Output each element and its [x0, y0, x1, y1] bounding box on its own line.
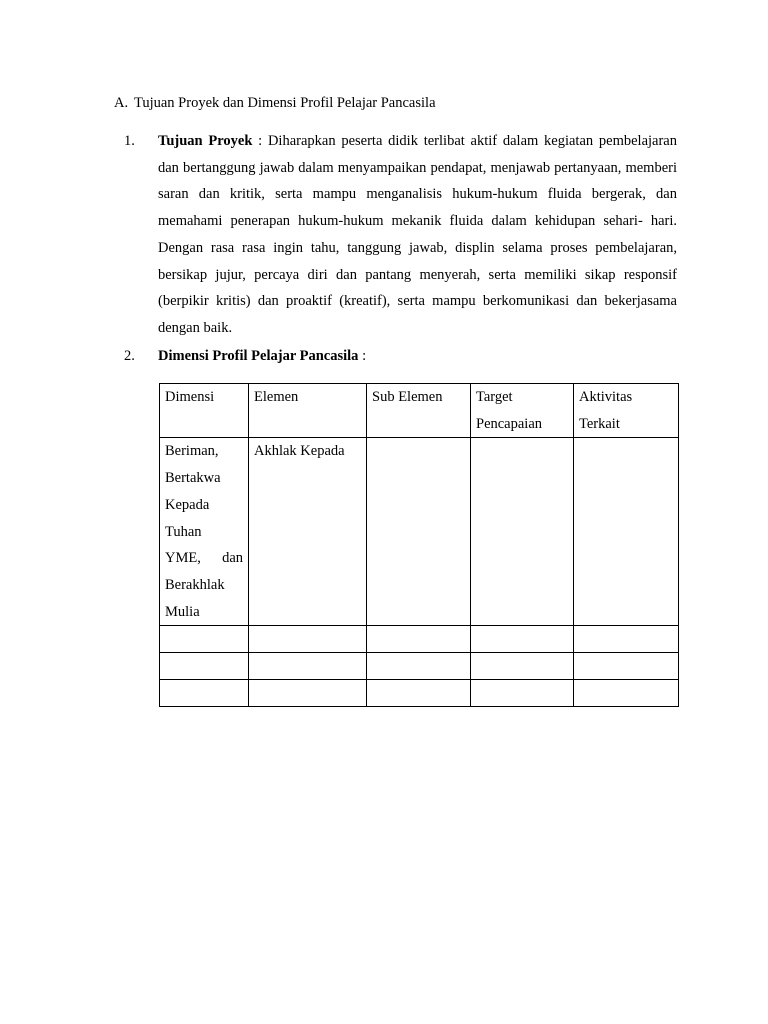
- dimensi-line: Tuhan: [165, 523, 202, 540]
- empty-cell: [367, 653, 471, 680]
- list-item-body: [158, 343, 677, 369]
- item-label: Tujuan Proyek: [158, 133, 253, 149]
- empty-cell: [249, 626, 367, 653]
- cell-target: [471, 438, 574, 626]
- header-aktivitas-terkait: [574, 384, 679, 438]
- empty-cell: [160, 680, 249, 707]
- cell-sub-elemen: [367, 438, 471, 626]
- empty-cell: [471, 653, 574, 680]
- empty-cell: [160, 626, 249, 653]
- header-sub-elemen: Sub Elemen: [367, 384, 471, 438]
- dimensi-line: Bertakwa: [165, 470, 221, 487]
- list-number: 2.: [124, 348, 135, 364]
- cell-aktivitas: [574, 438, 679, 626]
- table-row: [160, 680, 679, 707]
- empty-cell: [574, 626, 679, 653]
- profil-table: [159, 383, 679, 707]
- cell-elemen: Akhlak Kepada: [249, 438, 367, 626]
- section-letter: A.: [114, 95, 129, 111]
- dimensi-word: dan: [222, 550, 243, 567]
- dimensi-line: Mulia: [165, 603, 200, 620]
- item-separator: :: [358, 348, 367, 364]
- table-header-row: [160, 384, 679, 438]
- dimensi-line: Berakhlak: [165, 576, 225, 593]
- list-number: 1.: [124, 133, 135, 149]
- dimensi-line-justified: [165, 545, 243, 572]
- empty-cell: [471, 626, 574, 653]
- table-row: [160, 653, 679, 680]
- item-label: Dimensi Profil Pelajar Pancasila: [158, 348, 359, 364]
- empty-cell: [471, 680, 574, 707]
- header-dimensi: Dimensi: [160, 384, 249, 438]
- empty-cell: [160, 653, 249, 680]
- item-paragraph: Diharapkan peserta didik terlibat aktif dalam kegiatan pembelajaran dan bertanggung jawab dalam menyampaikan pendapat, menjawab pertanyaan, memberi saran dan kritik, serta mampu menganalisis hukum-hukum fluida bergerak, dan memahami penerapan hukum-hukum mekanik fluida dalam kehidupan sehari- hari. Dengan rasa rasa ingin tahu, tanggung jawab, displin selama proses pembelajaran, bersikap jujur, percaya diri dan pantang menyerah, serta memiliki sikap responsif (berpikir kritis) dan proaktif (kreatif), serta mampu berkomunikasi dan bekerjasama dengan baik.: [158, 133, 677, 336]
- empty-cell: [574, 680, 679, 707]
- header-elemen: Elemen: [249, 384, 367, 438]
- header-target-line2: Pencapaian: [476, 415, 543, 432]
- item-separator: :: [252, 133, 268, 149]
- dimensi-line: Beriman,: [165, 443, 219, 460]
- table-row: [160, 438, 679, 626]
- dimensi-line: Kepada: [165, 496, 210, 513]
- header-aktivitas-line2: Terkait: [579, 415, 620, 432]
- header-target-line1: Target: [476, 389, 513, 405]
- section-heading: [114, 93, 436, 113]
- header-aktivitas-line1: Aktivitas: [579, 389, 633, 405]
- empty-cell: [249, 680, 367, 707]
- list-item-body: [158, 128, 677, 342]
- empty-cell: [367, 680, 471, 707]
- header-target-pencapaian: [471, 384, 574, 438]
- empty-cell: [367, 626, 471, 653]
- table-row: [160, 626, 679, 653]
- cell-dimensi: [160, 438, 249, 626]
- empty-cell: [574, 653, 679, 680]
- section-title: Tujuan Proyek dan Dimensi Profil Pelajar Pancasila: [134, 95, 436, 111]
- dimensi-word: YME,: [165, 550, 201, 567]
- empty-cell: [249, 653, 367, 680]
